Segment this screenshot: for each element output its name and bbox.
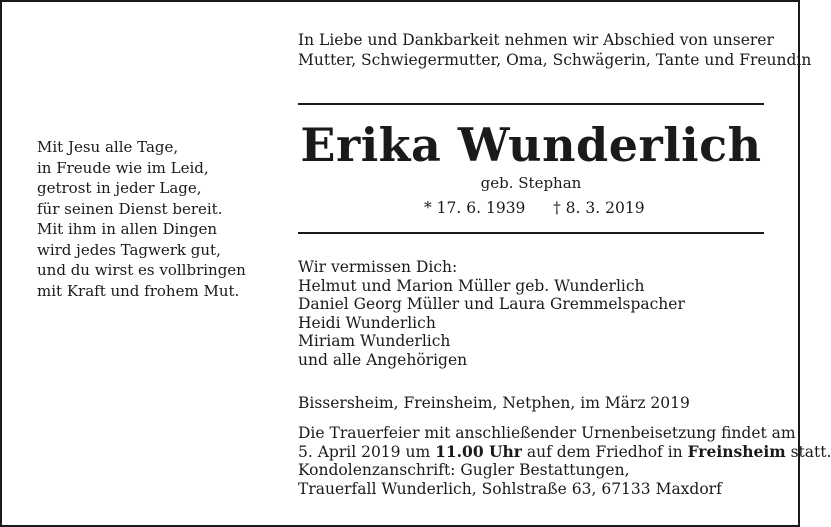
- birth-date: * 17. 6. 1939: [424, 199, 526, 217]
- poem-line: und du wirst es vollbringen: [37, 261, 246, 279]
- poem: [37, 137, 277, 301]
- family-heading: Wir vermissen Dich:: [298, 258, 458, 276]
- poem-line: getrost in jeder Lage,: [37, 179, 202, 197]
- poem-line: für seinen Dienst bereit.: [37, 199, 223, 218]
- birth-name: geb. Stephan: [480, 174, 582, 192]
- poem-line: mit Kraft und frohem Mut.: [37, 281, 240, 300]
- funeral-time: 11.00 Uhr: [435, 441, 522, 461]
- intro-text: [298, 30, 812, 70]
- poem-line: Mit Jesu alle Tage,: [37, 138, 179, 156]
- condolence-line-2: Trauerfall Wunderlich, Sohlstraße 63, 67133 Maxdorf: [298, 479, 722, 498]
- funeral-mid-text: auf dem Friedhof in: [521, 442, 688, 461]
- poem-line: in Freude wie im Leid,: [37, 158, 209, 177]
- deceased-name: Erika Wunderlich: [300, 118, 762, 172]
- family-list: [298, 258, 778, 369]
- family-member: Daniel Georg Müller und Laura Gremmelspacher: [298, 295, 685, 313]
- death-date: † 8. 3. 2019: [553, 199, 645, 217]
- poem-line: wird jedes Tagwerk gut,: [37, 240, 221, 259]
- intro-line-1: In Liebe und Dankbarkeit nehmen wir Abschied von unserer: [298, 31, 774, 49]
- top-divider: [298, 103, 764, 105]
- funeral-end-text: statt.: [785, 442, 831, 461]
- family-member: und alle Angehörigen: [298, 350, 468, 369]
- poem-line: Mit ihm in allen Dingen: [37, 220, 218, 238]
- funeral-info: [298, 424, 831, 498]
- family-member: Heidi Wunderlich: [298, 313, 436, 332]
- funeral-line-1: Die Trauerfeier mit anschließender Urnenbeisetzung findet am: [298, 424, 796, 442]
- condolence-line-1: Kondolenzanschrift: Gugler Bestattungen,: [298, 461, 630, 479]
- funeral-line-2: [298, 441, 831, 462]
- funeral-location: Freinsheim: [687, 441, 786, 461]
- funeral-date-text: 5. April 2019 um: [298, 442, 436, 461]
- family-member: Helmut und Marion Müller geb. Wunderlich: [298, 276, 645, 295]
- place-date: Bissersheim, Freinsheim, Netphen, im März 2019: [298, 394, 690, 412]
- intro-line-2: Mutter, Schwiegermutter, Oma, Schwägerin, Tante und Freundin: [298, 51, 812, 69]
- family-member: Miriam Wunderlich: [298, 332, 451, 350]
- bottom-divider: [298, 232, 764, 234]
